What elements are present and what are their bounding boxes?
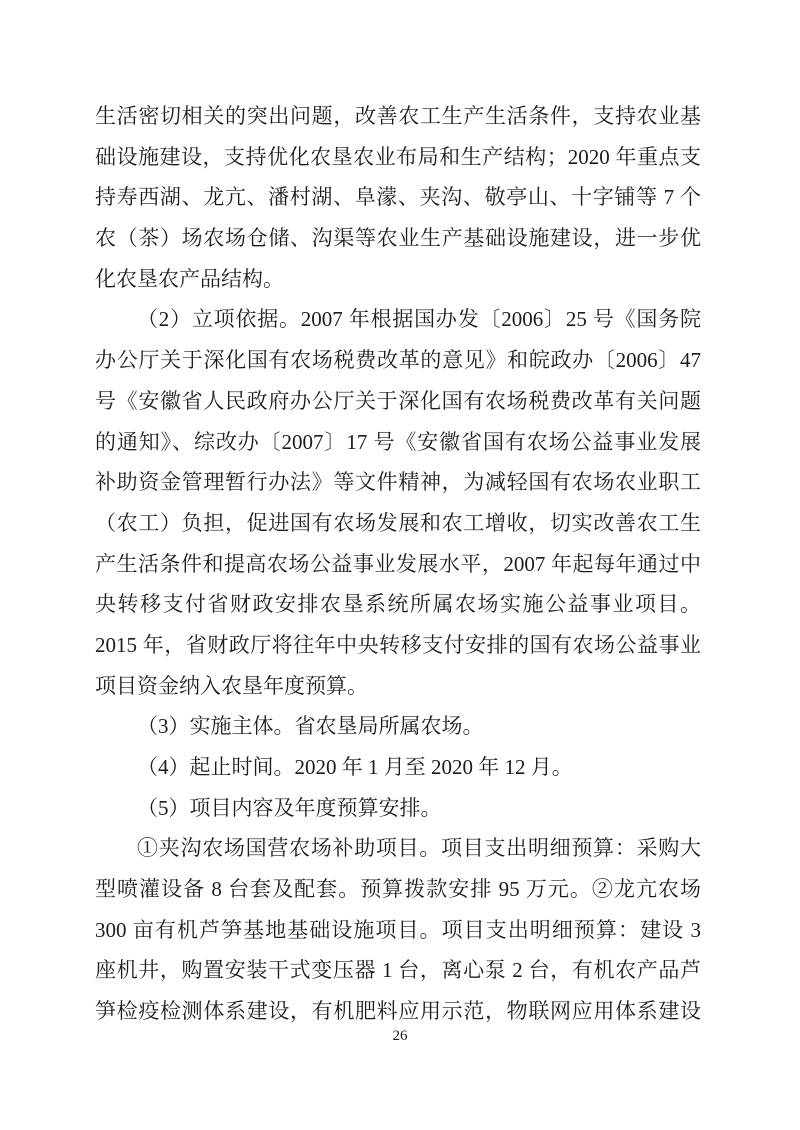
text-line: 础设施建设，支持优化农垦农业布局和生产结构；2020 年重点支 — [95, 144, 701, 169]
text-line: 2015 年，省财政厅将往年中央转移支付安排的国有农场公益事业 — [95, 632, 701, 657]
text-line: （4）起止时间。2020 年 1 月至 2020 年 12 月。 — [137, 755, 573, 779]
text-line: （2）立项依据。2007 年根据国办发〔2006〕25 号《国务院 — [137, 307, 701, 332]
text-line: ①夹沟农场国营农场补助项目。项目支出明细预算：采购大 — [137, 836, 701, 861]
text-line: 座机井，购置安装干式变压器 1 台，离心泵 2 台，有机农产品芦 — [95, 958, 701, 983]
text-line: 的通知》、综改办〔2007〕17 号《安徽省国有农场公益事业发展 — [95, 429, 701, 454]
text-line: 项目资金纳入农垦年度预算。 — [95, 673, 368, 698]
page-number: 26 — [392, 1028, 408, 1044]
text-line: 生活密切相关的突出问题，改善农工生产生活条件，支持农业基 — [95, 104, 701, 128]
text-line: 农（茶）场农场仓储、沟渠等农业生产基础设施建设，进一步优 — [95, 226, 701, 251]
document-body-text — [95, 96, 701, 1032]
text-line: 产生活条件和提高农场公益事业发展水平，2007 年起每年通过中 — [95, 551, 701, 576]
text-line: 300 亩有机芦笋基地基础设施项目。项目支出明细预算：建设 3 — [95, 917, 701, 942]
text-line: （3）实施主体。省农垦局所属农场。 — [137, 714, 484, 739]
text-line: 办公厅关于深化国有农场税费改革的意见》和皖政办〔2006〕47 — [95, 348, 701, 373]
text-line: 补助资金管理暂行办法》等文件精神，为减轻国有农场农业职工 — [95, 470, 701, 495]
text-line: 持寿西湖、龙亢、潘村湖、阜濛、夹沟、敬亭山、十字铺等 7 个 — [95, 185, 701, 210]
text-line: （5）项目内容及年度预算安排。 — [137, 795, 442, 820]
text-line: 型喷灌设备 8 台套及配套。预算拨款安排 95 万元。②龙亢农场 — [95, 877, 701, 902]
text-line: 号《安徽省人民政府办公厅关于深化国有农场税费改革有关问题 — [95, 388, 701, 413]
text-line: （农工）负担，促进国有农场发展和农工增收，切实改善农工生 — [95, 510, 701, 535]
text-line: 央转移支付省财政安排农垦系统所属农场实施公益事业项目。 — [95, 592, 701, 617]
text-line: 化农垦农产品结构。 — [95, 266, 284, 291]
text-line: 笋检疫检测体系建设，有机肥料应用示范，物联网应用体系建设 — [95, 999, 701, 1024]
